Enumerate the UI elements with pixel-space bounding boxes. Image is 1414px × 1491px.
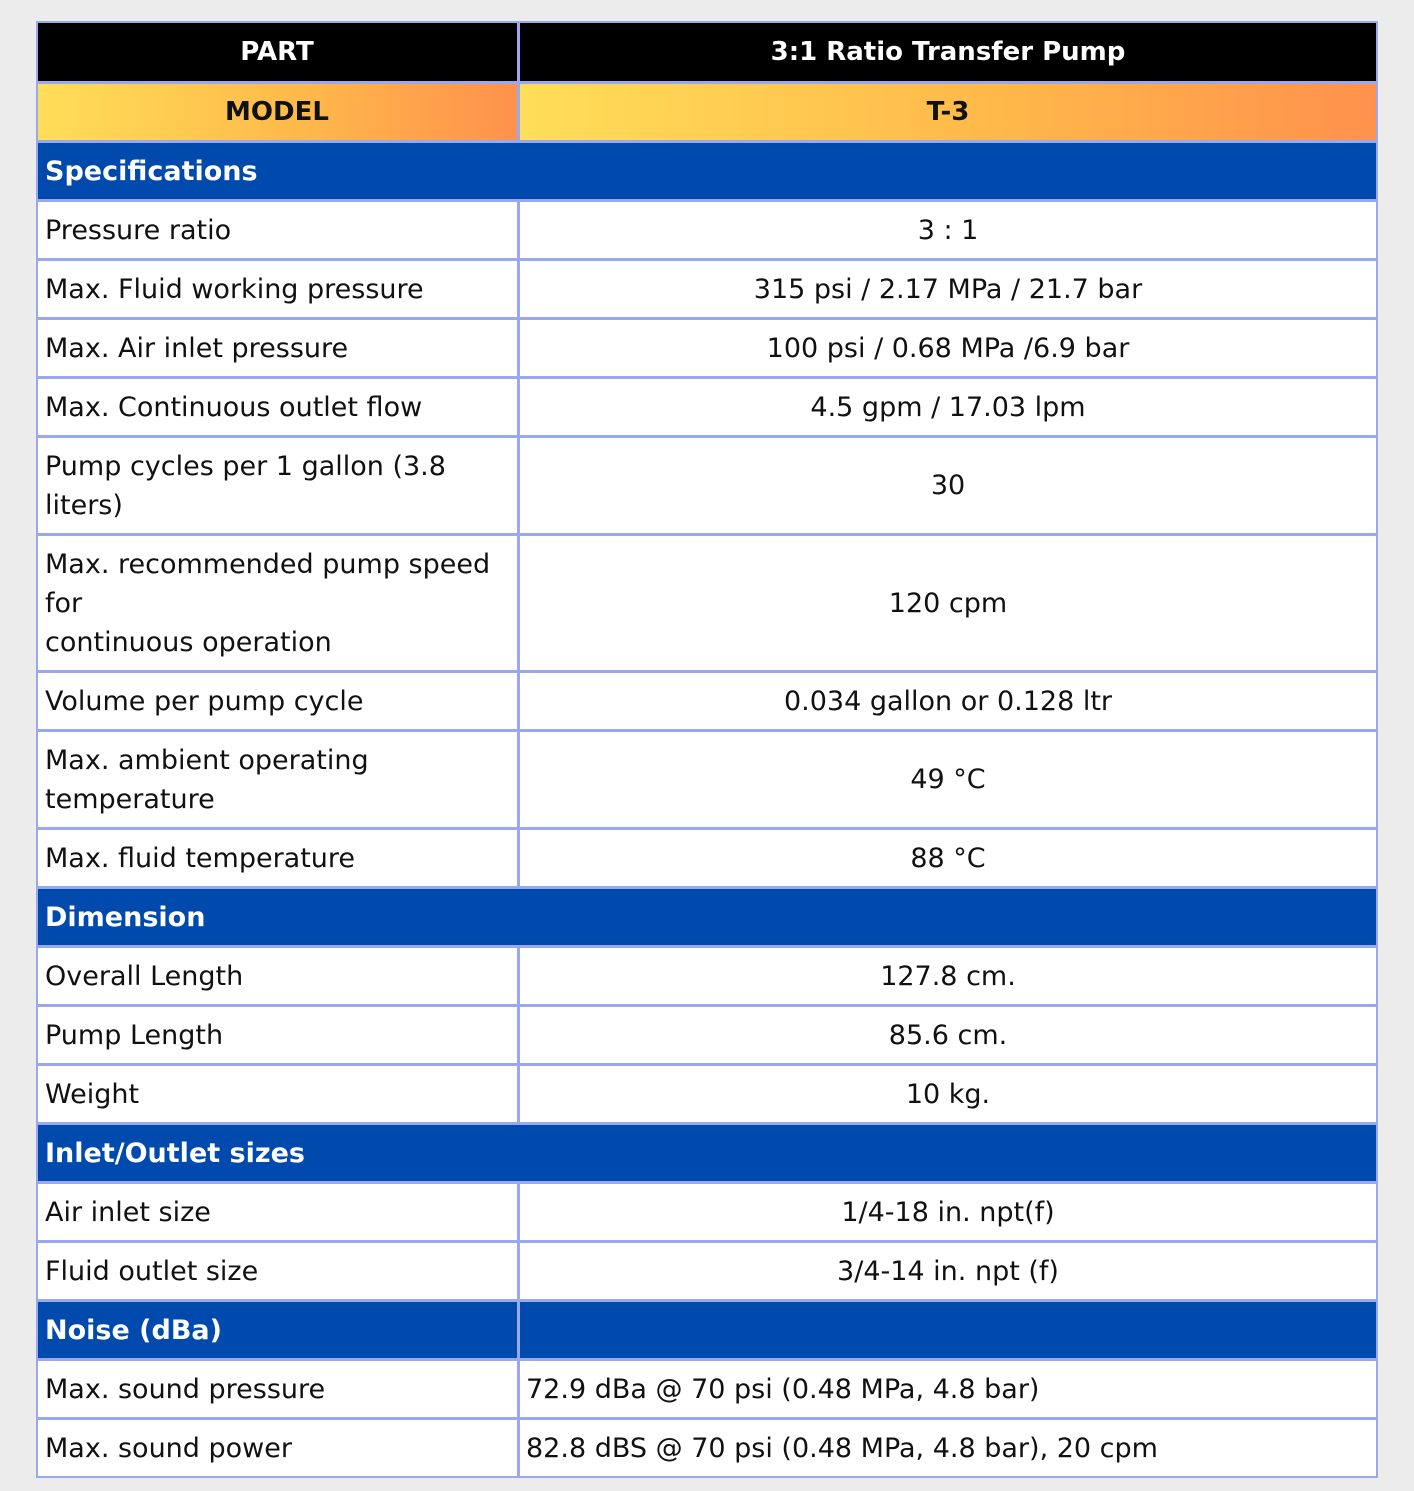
row-label: Pressure ratio — [38, 202, 520, 258]
section-title-empty — [520, 1302, 1376, 1358]
row-label: Max. Air inlet pressure — [38, 320, 520, 376]
table-row — [38, 1358, 1376, 1417]
row-label-line1: Max. recommended pump speed for — [45, 548, 491, 619]
section-title: Noise (dBa) — [38, 1302, 520, 1358]
section-noise — [38, 1299, 1376, 1358]
row-label: Weight — [38, 1066, 520, 1122]
table-row — [38, 945, 1376, 1004]
row-value: 49 °C — [520, 732, 1376, 827]
table-row — [38, 1063, 1376, 1122]
row-label: Fluid outlet size — [38, 1243, 520, 1299]
row-value: 0.034 gallon or 0.128 ltr — [520, 673, 1376, 729]
row-value: 100 psi / 0.68 MPa /6.9 bar — [520, 320, 1376, 376]
row-label: Volume per pump cycle — [38, 673, 520, 729]
table-row — [38, 1417, 1376, 1476]
section-title: Dimension — [38, 889, 1376, 945]
row-label: Air inlet size — [38, 1184, 520, 1240]
row-label — [38, 536, 520, 670]
table-row — [38, 376, 1376, 435]
table-row — [38, 729, 1376, 827]
row-value: 315 psi / 2.17 MPa / 21.7 bar — [520, 261, 1376, 317]
section-title: Inlet/Outlet sizes — [38, 1125, 1376, 1181]
row-value: 72.9 dBa @ 70 psi (0.48 MPa, 4.8 bar) — [520, 1361, 1376, 1417]
section-specifications — [38, 140, 1376, 199]
table-row — [38, 1240, 1376, 1299]
row-value: 82.8 dBS @ 70 psi (0.48 MPa, 4.8 bar), 20 cpm — [520, 1420, 1376, 1476]
part-row — [38, 23, 1376, 81]
row-value: 10 kg. — [520, 1066, 1376, 1122]
row-label: Pump cycles per 1 gallon (3.8 liters) — [38, 438, 520, 533]
model-value: T-3 — [520, 84, 1376, 140]
table-row — [38, 1181, 1376, 1240]
row-value: 4.5 gpm / 17.03 lpm — [520, 379, 1376, 435]
table-row — [38, 1004, 1376, 1063]
row-label: Max. sound power — [38, 1420, 520, 1476]
table-row — [38, 827, 1376, 886]
section-inlet-outlet — [38, 1122, 1376, 1181]
row-value: 3 : 1 — [520, 202, 1376, 258]
row-value: 1/4-18 in. npt(f) — [520, 1184, 1376, 1240]
table-row — [38, 670, 1376, 729]
row-value: 88 °C — [520, 830, 1376, 886]
part-label: PART — [38, 23, 520, 81]
table-row — [38, 199, 1376, 258]
row-value: 120 cpm — [520, 536, 1376, 670]
part-value: 3:1 Ratio Transfer Pump — [520, 23, 1376, 81]
row-label: Pump Length — [38, 1007, 520, 1063]
row-value: 127.8 cm. — [520, 948, 1376, 1004]
table-row — [38, 258, 1376, 317]
row-label: Max. Continuous outlet flow — [38, 379, 520, 435]
model-row — [38, 81, 1376, 140]
row-label: Max. ambient operating temperature — [38, 732, 520, 827]
row-label: Overall Length — [38, 948, 520, 1004]
row-label: Max. sound pressure — [38, 1361, 520, 1417]
row-label: Max. fluid temperature — [38, 830, 520, 886]
table-row — [38, 435, 1376, 533]
table-row — [38, 317, 1376, 376]
row-label-line2: continuous operation — [45, 626, 332, 658]
row-value: 30 — [520, 438, 1376, 533]
spec-table — [36, 21, 1378, 1478]
row-value: 3/4-14 in. npt (f) — [520, 1243, 1376, 1299]
section-dimension — [38, 886, 1376, 945]
row-value: 85.6 cm. — [520, 1007, 1376, 1063]
table-row — [38, 533, 1376, 670]
model-label: MODEL — [38, 84, 520, 140]
row-label: Max. Fluid working pressure — [38, 261, 520, 317]
section-title: Specifications — [38, 143, 1376, 199]
